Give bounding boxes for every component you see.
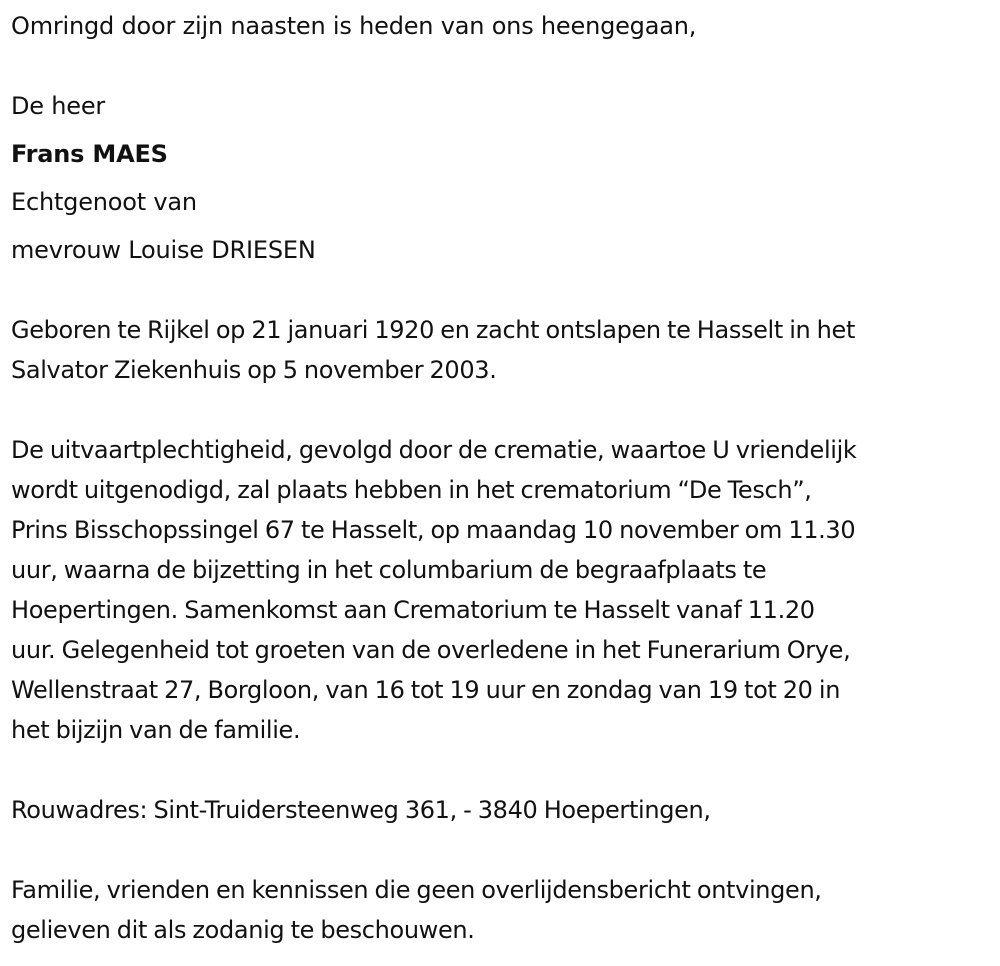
paragraph-line: uur, waarna de bijzetting in het columbarium de begraafplaats te: [11, 556, 767, 584]
paragraph-line: wordt uitgenodigd, zal plaats hebben in het crematorium “De Tesch”,: [11, 476, 812, 504]
address-line: Rouwadres: Sint-Truidersteenweg 361, - 3840 Hoepertingen,: [11, 796, 711, 824]
spouse-name: mevrouw Louise DRIESEN: [11, 236, 316, 264]
deceased-name: Frans MAES: [11, 140, 168, 168]
closing-paragraph: [11, 870, 996, 950]
paragraph-line: Wellenstraat 27, Borgloon, van 16 tot 19 uur en zondag van 19 tot 20 in: [11, 676, 841, 704]
paragraph-line: gelieven dit als zodanig te beschouwen.: [11, 916, 475, 944]
relation-text: Echtgenoot van: [11, 188, 197, 216]
paragraph-line: Familie, vrienden en kennissen die geen overlijdensbericht ontvingen,: [11, 876, 822, 904]
birth-death-paragraph: [11, 310, 996, 390]
paragraph-line: Prins Bisschopssingel 67 te Hasselt, op maandag 10 november om 11.30: [11, 516, 856, 544]
paragraph-line: uur. Gelegenheid tot groeten van de overledene in het Funerarium Orye,: [11, 636, 851, 664]
paragraph-line: Hoepertingen. Samenkomst aan Crematorium te Hasselt vanaf 11.20: [11, 596, 815, 624]
paragraph-line: De uitvaartplechtigheid, gevolgd door de crematie, waartoe U vriendelijk: [11, 436, 857, 464]
ceremony-paragraph: [11, 430, 996, 750]
paragraph-line: Geboren te Rijkel op 21 januari 1920 en zacht ontslapen te Hasselt in het: [11, 316, 856, 344]
paragraph-line: het bijzijn van de familie.: [11, 716, 301, 744]
mourning-address: [11, 790, 996, 830]
honorific: De heer: [11, 92, 106, 120]
paragraph-line: Salvator Ziekenhuis op 5 november 2003.: [11, 356, 497, 384]
intro-text: Omringd door zijn naasten is heden van ons heengegaan,: [11, 12, 697, 40]
